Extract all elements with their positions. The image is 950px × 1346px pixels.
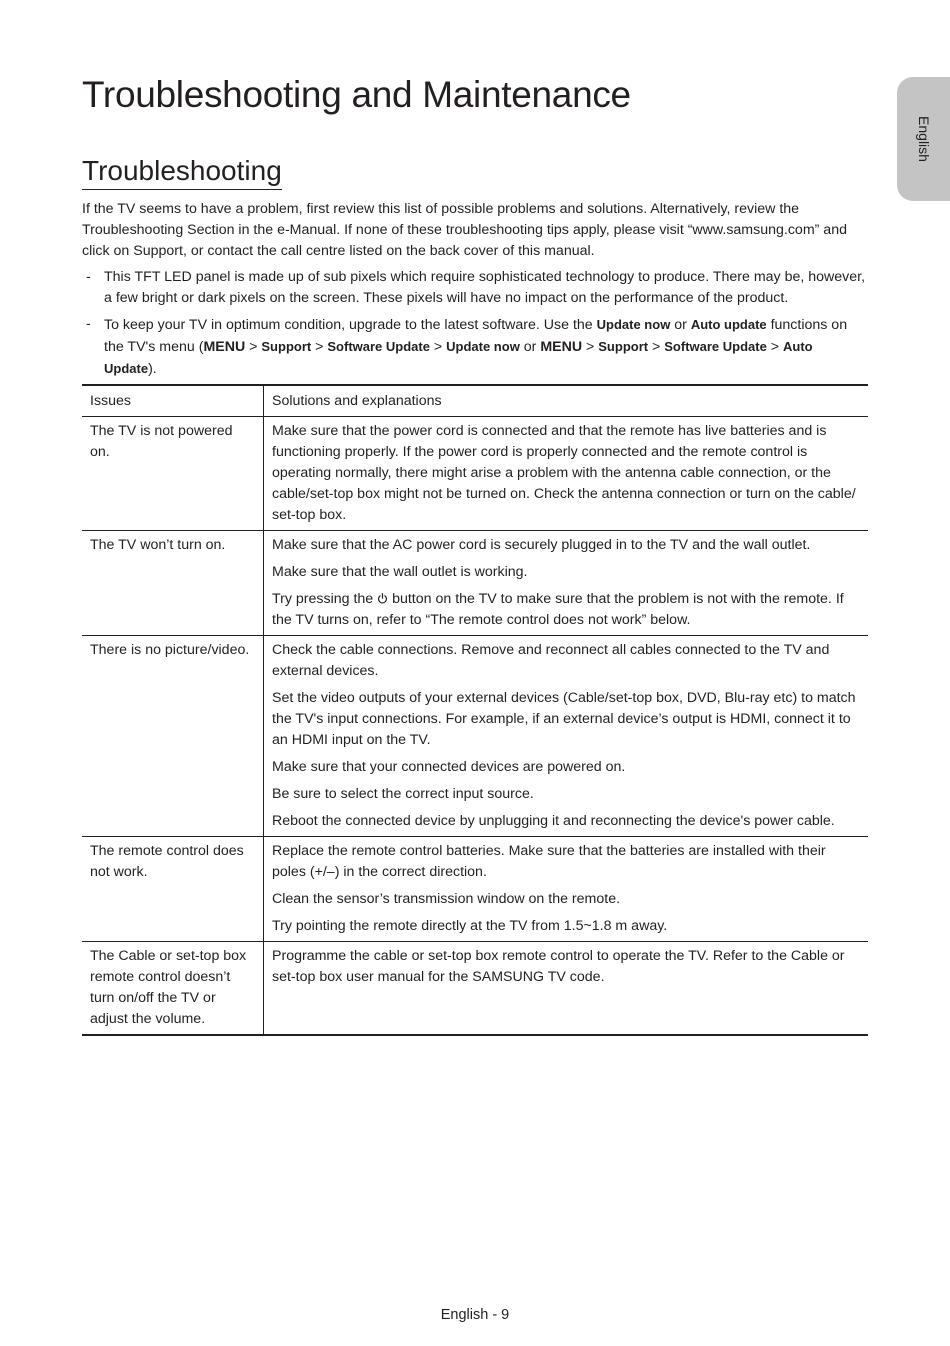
solution-text: Make sure that your connected devices are powered on. <box>272 759 626 775</box>
solution-text: Make sure that the wall outlet is working. <box>272 564 528 580</box>
note-text: functions on the TV's menu ( <box>104 317 848 355</box>
solution-text-part: Try pressing the <box>272 591 378 607</box>
table-row <box>82 531 868 636</box>
solution-text: Make sure that the AC power cord is securely plugged in to the TV and the wall outlet. <box>272 537 811 553</box>
note-text: or <box>670 317 691 333</box>
header-issues: Issues <box>82 385 264 417</box>
menu-term: MENU <box>203 339 246 355</box>
note-text: or <box>519 339 541 355</box>
page-title: Troubleshooting and Maintenance <box>82 74 631 115</box>
note-item <box>82 314 867 380</box>
separator: > <box>766 339 784 355</box>
note-text: This TFT LED panel is made up of sub pixels which require sophisticated technology to produce. There may be, however, a few bright or dark pixels on the screen. These pixels will have no impact on the performance of the product. <box>104 269 866 306</box>
menu-term: Support <box>598 339 649 354</box>
language-tab <box>897 77 950 201</box>
solution-text: Check the cable connections. Remove and reconnect all cables connected to the TV and external devices. <box>272 642 830 679</box>
solution-text <box>272 589 860 631</box>
separator: > <box>311 339 328 355</box>
menu-term: Update now <box>596 317 671 332</box>
table-header-row <box>82 385 868 417</box>
solution-text: Make sure that the power cord is connected and that the remote has live batteries and is functioning properly. If the power cord is properly connected and the remote control is operating normally, there might arise a problem with the antenna cable connection, or the cable/set-top box might not be turned on. Check the antenna connection or turn on the cable/ set-top box. <box>272 423 856 523</box>
table-row <box>82 636 868 837</box>
section-title: Troubleshooting <box>82 155 282 190</box>
separator: > <box>245 339 262 355</box>
menu-term: Software Update <box>327 339 430 354</box>
issue-cell: There is no picture/video. <box>82 636 264 837</box>
solution-text: Replace the remote control batteries. Make sure that the batteries are installed with their poles (+/–) in the correct direction. <box>272 843 826 880</box>
solution-cell <box>264 837 869 942</box>
solution-text: Programme the cable or set-top box remote control to operate the TV. Refer to the Cable or set-top box user manual for the SAMSUNG TV code. <box>272 948 845 985</box>
separator: > <box>648 339 665 355</box>
solution-text: Reboot the connected device by unplugging it and reconnecting the device's power cable. <box>272 813 835 829</box>
solution-cell <box>264 531 869 636</box>
menu-term: Software Update <box>664 339 767 354</box>
solution-cell <box>264 942 869 1036</box>
menu-term: MENU <box>540 339 583 355</box>
solution-text-part: button on the TV to make sure that the problem is not with the remote. If the TV turns on, refer to “The remote control does not work” below. <box>272 591 844 628</box>
issue-cell: The TV won’t turn on. <box>82 531 264 636</box>
solution-cell <box>264 636 869 837</box>
solution-text: Set the video outputs of your external devices (Cable/set-top box, DVD, Blu-ray etc) to match the TV's input connections. For example, if an external device’s output is HDMI, connect it to an HDMI input on the TV. <box>272 690 856 748</box>
table-row <box>82 417 868 531</box>
header-solutions: Solutions and explanations <box>272 393 442 409</box>
note-text: ). <box>148 361 157 377</box>
dash-bullet: - <box>86 269 91 285</box>
solution-text: Be sure to select the correct input source. <box>272 786 534 802</box>
troubleshooting-table <box>82 384 868 1036</box>
page-footer: English - 9 <box>440 1307 510 1323</box>
intro-paragraph: If the TV seems to have a problem, first review this list of possible problems and solutions. Alternatively, review the Troubleshooting Section in the e-Manual. If none of these troubleshooting tips apply, please visit “www.samsung.com” and click on Support, or contact the call centre listed on the back cover of this manual. <box>82 201 847 259</box>
issue-cell: The TV is not powered on. <box>82 417 264 531</box>
issue-cell: The remote control does not work. <box>82 837 264 942</box>
note-text: To keep your TV in optimum condition, upgrade to the latest software. Use the <box>104 317 597 333</box>
language-tab-label: English <box>915 116 932 162</box>
power-icon <box>377 593 388 604</box>
dash-bullet: - <box>86 316 91 332</box>
menu-term: Support <box>261 339 312 354</box>
solution-text: Clean the sensor’s transmission window on the remote. <box>272 891 621 907</box>
menu-term: Auto update <box>690 317 767 332</box>
note-item <box>82 267 867 309</box>
separator: > <box>582 339 599 355</box>
table-row <box>82 942 868 1036</box>
solution-text: Try pointing the remote directly at the TV from 1.5~1.8 m away. <box>272 918 668 934</box>
table-row <box>82 837 868 942</box>
issue-cell: The Cable or set-top box remote control doesn’t turn on/off the TV or adjust the volume. <box>82 942 264 1036</box>
menu-term: Update now <box>446 339 520 354</box>
notes-list <box>82 267 867 385</box>
menu-term: Auto Update <box>104 339 813 376</box>
separator: > <box>429 339 447 355</box>
solution-cell <box>264 417 869 531</box>
